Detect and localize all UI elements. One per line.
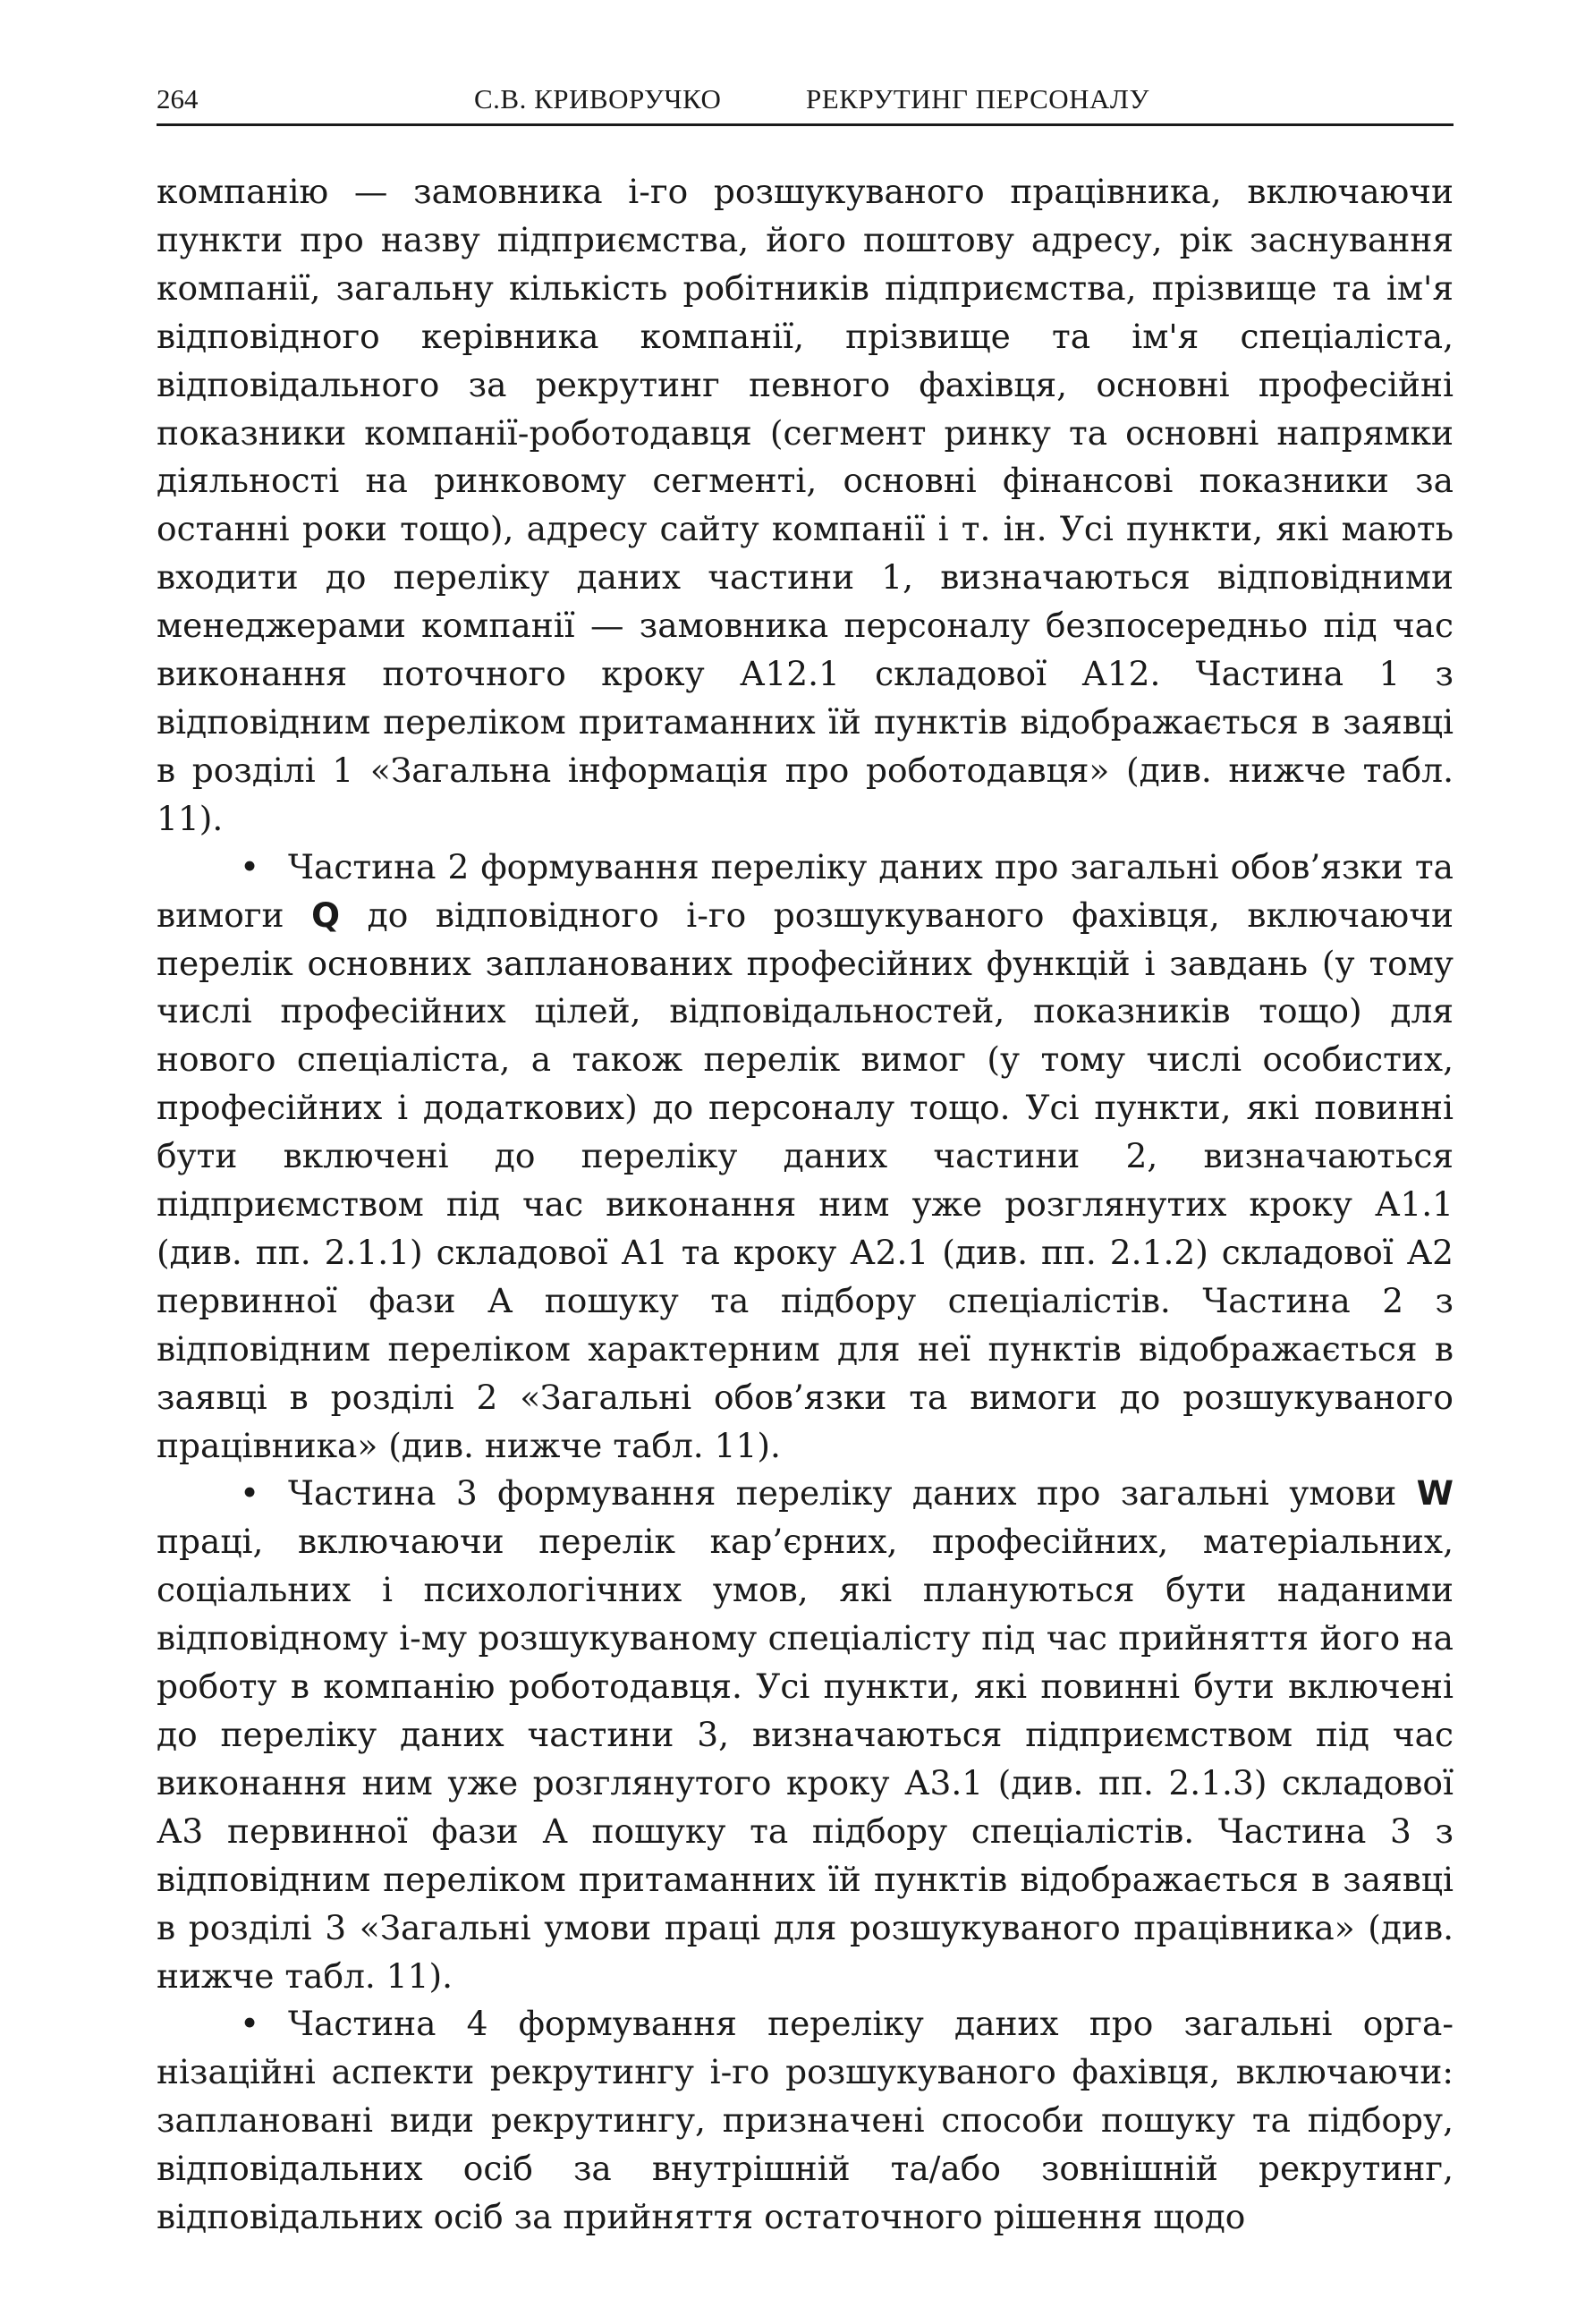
book-title: РЕКРУТИНГ ПЕРСОНАЛУ — [806, 83, 1149, 115]
symbol-q: Q — [311, 895, 340, 935]
author-name: С.В. КРИВОРУЧКО — [474, 83, 722, 115]
list-item-part-3 — [157, 1470, 1454, 2000]
part-3-text-start: Частина 3 формування переліку даних про загальні умови — [288, 1473, 1417, 1514]
list-item-part-2 — [157, 844, 1454, 1471]
part-3-text-end: праці, включаючи перелік кар’єрних, професійних, матеріальних, соціальних і психологічних умов, які плануються бути наданими відповідному і-му розшукуваному спеціалісту під час прийняття його на роботу в компанію роботодавця. Усі пункти, які повинні бути включені до переліку даних частини 3, визначаються підприємством під час виконання ним уже розглянутого кроку А3.1 (див. пп. 2.1.3) складової А3 первинної фази А пошуку та підбору спеціалістів. Частина 3 з відповідним переліком притаманних їй пунктів відображається в заявці в розділі 3 «Загальні умови праці для розшукуваного працівника» (див. нижче табл. 11). — [157, 1522, 1454, 1996]
page-body — [157, 168, 1454, 2242]
running-header — [157, 81, 1454, 126]
symbol-w: W — [1416, 1473, 1454, 1514]
page-number: 264 — [157, 83, 199, 115]
part-4-text: Частина 4 формування переліку даних про загальні організаційні аспекти рекрутингу і-го розшукуваного фахівця, включаючи: заплановані види рекрутингу, призначені способи пошуку та підбору, відповідальних осіб за внутрішній та/або зовнішній рекрутинг, відповідальних осіб за прийняття остаточного рішення щодо — [157, 2004, 1454, 2237]
bullet-icon: • — [240, 846, 260, 886]
part-2-text-start: Частина 2 формування переліку даних про загальні обов’язки та вимоги — [157, 846, 1454, 935]
list-item-part-4 — [157, 2000, 1454, 2242]
bullet-icon: • — [240, 2004, 260, 2044]
paragraph-part-1-continuation: компанію — замовника і-го розшукуваного працівника, включаючи пункти про назву підприємства, його поштову адресу, рік заснування компанії, загальну кількість робітників підприємства, прізвище та ім'я відповідного керівника компанії, прізвище та ім'я спеціаліста, відповідального за рекрутинг певного фахівця, основні професійні показники компанії-роботодавця (сегмент ринку та основні напрямки діяльності на ринковому сегменті, основні фінансові показники за останні роки тощо), адресу сайту компанії і т. ін. Усі пункти, які мають входити до переліку даних частини 1, визначаються відповідними менеджерами компанії — замовника персоналу безпосередньо під час виконання поточного кроку А12.1 складової А12. Частина 1 з відповідним переліком притаманних їй пунктів відображається в заявці в розділі 1 «Загальна інформація про роботодавця» (див. нижче табл. 11). — [157, 172, 1454, 838]
part-2-text-end: до відповідного і-го розшукуваного фахівця, включаючи перелік основних запланованих професійних функцій і завдань (у тому числі професійних цілей, відповідальностей, показників тощо) для нового спеціаліста, а також перелік вимог (у тому числі особистих, професійних і додаткових) до персоналу тощо. Усі пункти, які повинні бути включені до переліку даних частини 2, визначаються підприємством під час виконання ним уже розглянутих кроку А1.1 (див. пп. 2.1.1) складової А1 та кроку А2.1 (див. пп. 2.1.2) складової А2 первинної фази А пошуку та підбору спеціалістів. Частина 2 з відповідним переліком характерним для неї пунктів відображається в заявці в розділі 2 «Загальні обов’язки та вимоги до розшукуваного працівника» (див. нижче табл. 11). — [157, 895, 1454, 1465]
bullet-icon: • — [240, 1473, 260, 1514]
